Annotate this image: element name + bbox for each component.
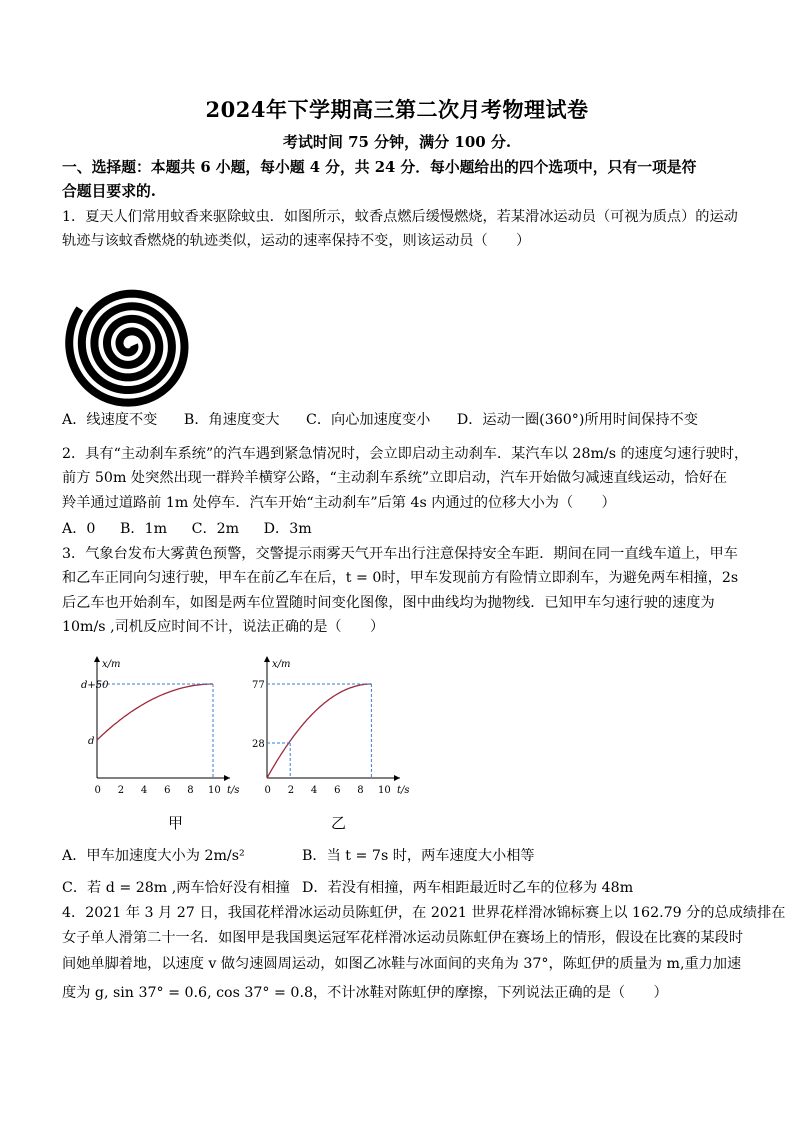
page-subtitle: 考试时间 75 分钟，满分 100 分. bbox=[282, 133, 512, 151]
x-tick-label: 8 bbox=[357, 785, 364, 796]
q1-option-b[interactable]: B．角速度变大 bbox=[183, 412, 280, 428]
x-tick-label: 2 bbox=[287, 785, 295, 796]
page-title: 2024年下学期高三第二次月考物理试卷 bbox=[205, 97, 589, 122]
q2-line1: 2．具有“主动刹车系统”的汽车遇到紧急情况时，会立即启动主动刹车．某汽车以 28m/s 的速度匀速行驶时， bbox=[62, 446, 749, 462]
curve-jia bbox=[97, 684, 213, 740]
q1-option-c[interactable]: C．向心加速度变小 bbox=[305, 412, 431, 428]
curve-yi bbox=[267, 684, 371, 778]
q3-line4: 10m/s ,司机反应时间不计，说法正确的是（ ） bbox=[62, 619, 385, 635]
q4-line1: 4．2021 年 3 月 27 日，我国花样滑冰运动员陈虹伊，在 2021 世界花样滑冰锦标赛上以 162.79 分的总成绩排在 bbox=[62, 905, 786, 921]
q3-option-a[interactable]: A．甲车加速度大小为 2m/s² bbox=[62, 848, 245, 864]
q2-option-c[interactable]: C．2m bbox=[191, 521, 240, 537]
q3-option-b[interactable]: B．当 t = 7s 时，两车速度大小相等 bbox=[302, 848, 535, 864]
x-tick-label: 6 bbox=[334, 785, 341, 796]
q1-options bbox=[62, 409, 720, 429]
q1-option-d[interactable]: D．运动一圈(360°)所用时间保持不变 bbox=[456, 412, 698, 428]
x-axis-arrow bbox=[394, 775, 400, 781]
chart-jia-caption: 甲 bbox=[168, 814, 184, 832]
q4-line4: 度为 g, sin 37° = 0.6, cos 37° = 0.8，不计冰鞋对陈虹伊的摩擦，下列说法正确的是（ ） bbox=[62, 985, 668, 1001]
y-tick-label: d+50 bbox=[81, 680, 109, 691]
q2-option-a[interactable]: A．0 bbox=[62, 521, 96, 537]
chart-jia bbox=[80, 652, 250, 802]
x-tick-label: 0 bbox=[264, 785, 271, 796]
y-axis-arrow bbox=[264, 656, 270, 662]
mosquito-coil-spiral-figure bbox=[62, 277, 198, 413]
x-tick-label: 8 bbox=[187, 785, 194, 796]
x-tick-label: 10 bbox=[208, 785, 221, 796]
x-tick-label: 4 bbox=[310, 785, 318, 796]
x-tick-label: 4 bbox=[140, 785, 148, 796]
x-tick-label: 0 bbox=[94, 785, 101, 796]
y-tick-label: 28 bbox=[252, 739, 265, 750]
q1-line2: 轨迹与该蚊香燃烧的轨迹类似，运动的速率保持不变，则该运动员（ ） bbox=[62, 233, 531, 249]
q1-option-a[interactable]: A．线速度不变 bbox=[62, 412, 158, 428]
q2-options bbox=[62, 518, 334, 538]
x-tick-label: 10 bbox=[378, 785, 391, 796]
x-axis-arrow bbox=[224, 775, 230, 781]
chart-yi-caption: 乙 bbox=[331, 814, 347, 832]
section-heading-line2: 合题目要求的. bbox=[62, 183, 156, 200]
y-tick-label: 77 bbox=[252, 680, 265, 691]
q3-line3: 后乙车也开始刹车，如图是两车位置随时间变化图像，图中曲线均为抛物线．已知甲车匀速行驶的速度为 bbox=[62, 595, 715, 611]
y-axis-arrow bbox=[94, 656, 100, 662]
y-axis-label: x/m bbox=[272, 659, 291, 670]
x-tick-label: 6 bbox=[164, 785, 171, 796]
q2-line3: 羚羊通过道路前 1m 处停车．汽车开始“主动刹车”后第 4s 内通过的位移大小为（ ） bbox=[62, 495, 616, 511]
q1-line1: 1．夏天人们常用蚊香来驱除蚊虫．如图所示，蚊香点燃后缓慢燃烧，若某滑冰运动员（可视为质点）的运动 bbox=[62, 209, 738, 225]
y-axis-label: x/m bbox=[102, 659, 121, 670]
q2-option-d[interactable]: D．3m bbox=[263, 521, 312, 537]
q2-line2: 前方 50m 处突然出现一群羚羊横穿公路，“主动刹车系统”立即启动，汽车开始做匀减速直线运动，恰好在 bbox=[62, 470, 728, 486]
q3-option-d[interactable]: D．若没有相撞，两车相距最近时乙车的位移为 48m bbox=[302, 880, 634, 896]
q3-line1: 3．气象台发布大雾黄色预警，交警提示雨雾天气开车出行注意保持安全车距．期间在同一直线车道上，甲车 bbox=[62, 546, 738, 562]
x-axis-label: t/s bbox=[397, 785, 410, 796]
q4-line2: 女子单人滑第二十一名．如图甲是我国奥运冠军花样滑冰运动员陈虹伊在赛场上的情形，假设在比赛的某段时 bbox=[62, 930, 744, 946]
x-tick-label: 2 bbox=[117, 785, 125, 796]
x-axis-label: t/s bbox=[227, 785, 240, 796]
q2-option-b[interactable]: B．1m bbox=[119, 521, 168, 537]
q3-line2: 和乙车正同向匀速行驶，甲车在前乙车在后，t = 0时，甲车发现前方有险情立即刹车，为避免两车相撞，2s bbox=[62, 570, 739, 586]
y-tick-label: d bbox=[88, 736, 95, 747]
q4-line3: 间她单脚着地，以速度 v 做匀速圆周运动，如图乙冰鞋与冰面间的夹角为 37°，陈虹伊的质量为 m,重力加速 bbox=[62, 956, 742, 972]
q3-option-c[interactable]: C．若 d = 28m ,两车恰好没有相撞 bbox=[62, 880, 290, 896]
chart-yi bbox=[250, 652, 420, 802]
section-heading-line1: 一、选择题：本题共 6 小题，每小题 4 分，共 24 分．每小题给出的四个选项中，只有一项是符 bbox=[62, 159, 697, 176]
